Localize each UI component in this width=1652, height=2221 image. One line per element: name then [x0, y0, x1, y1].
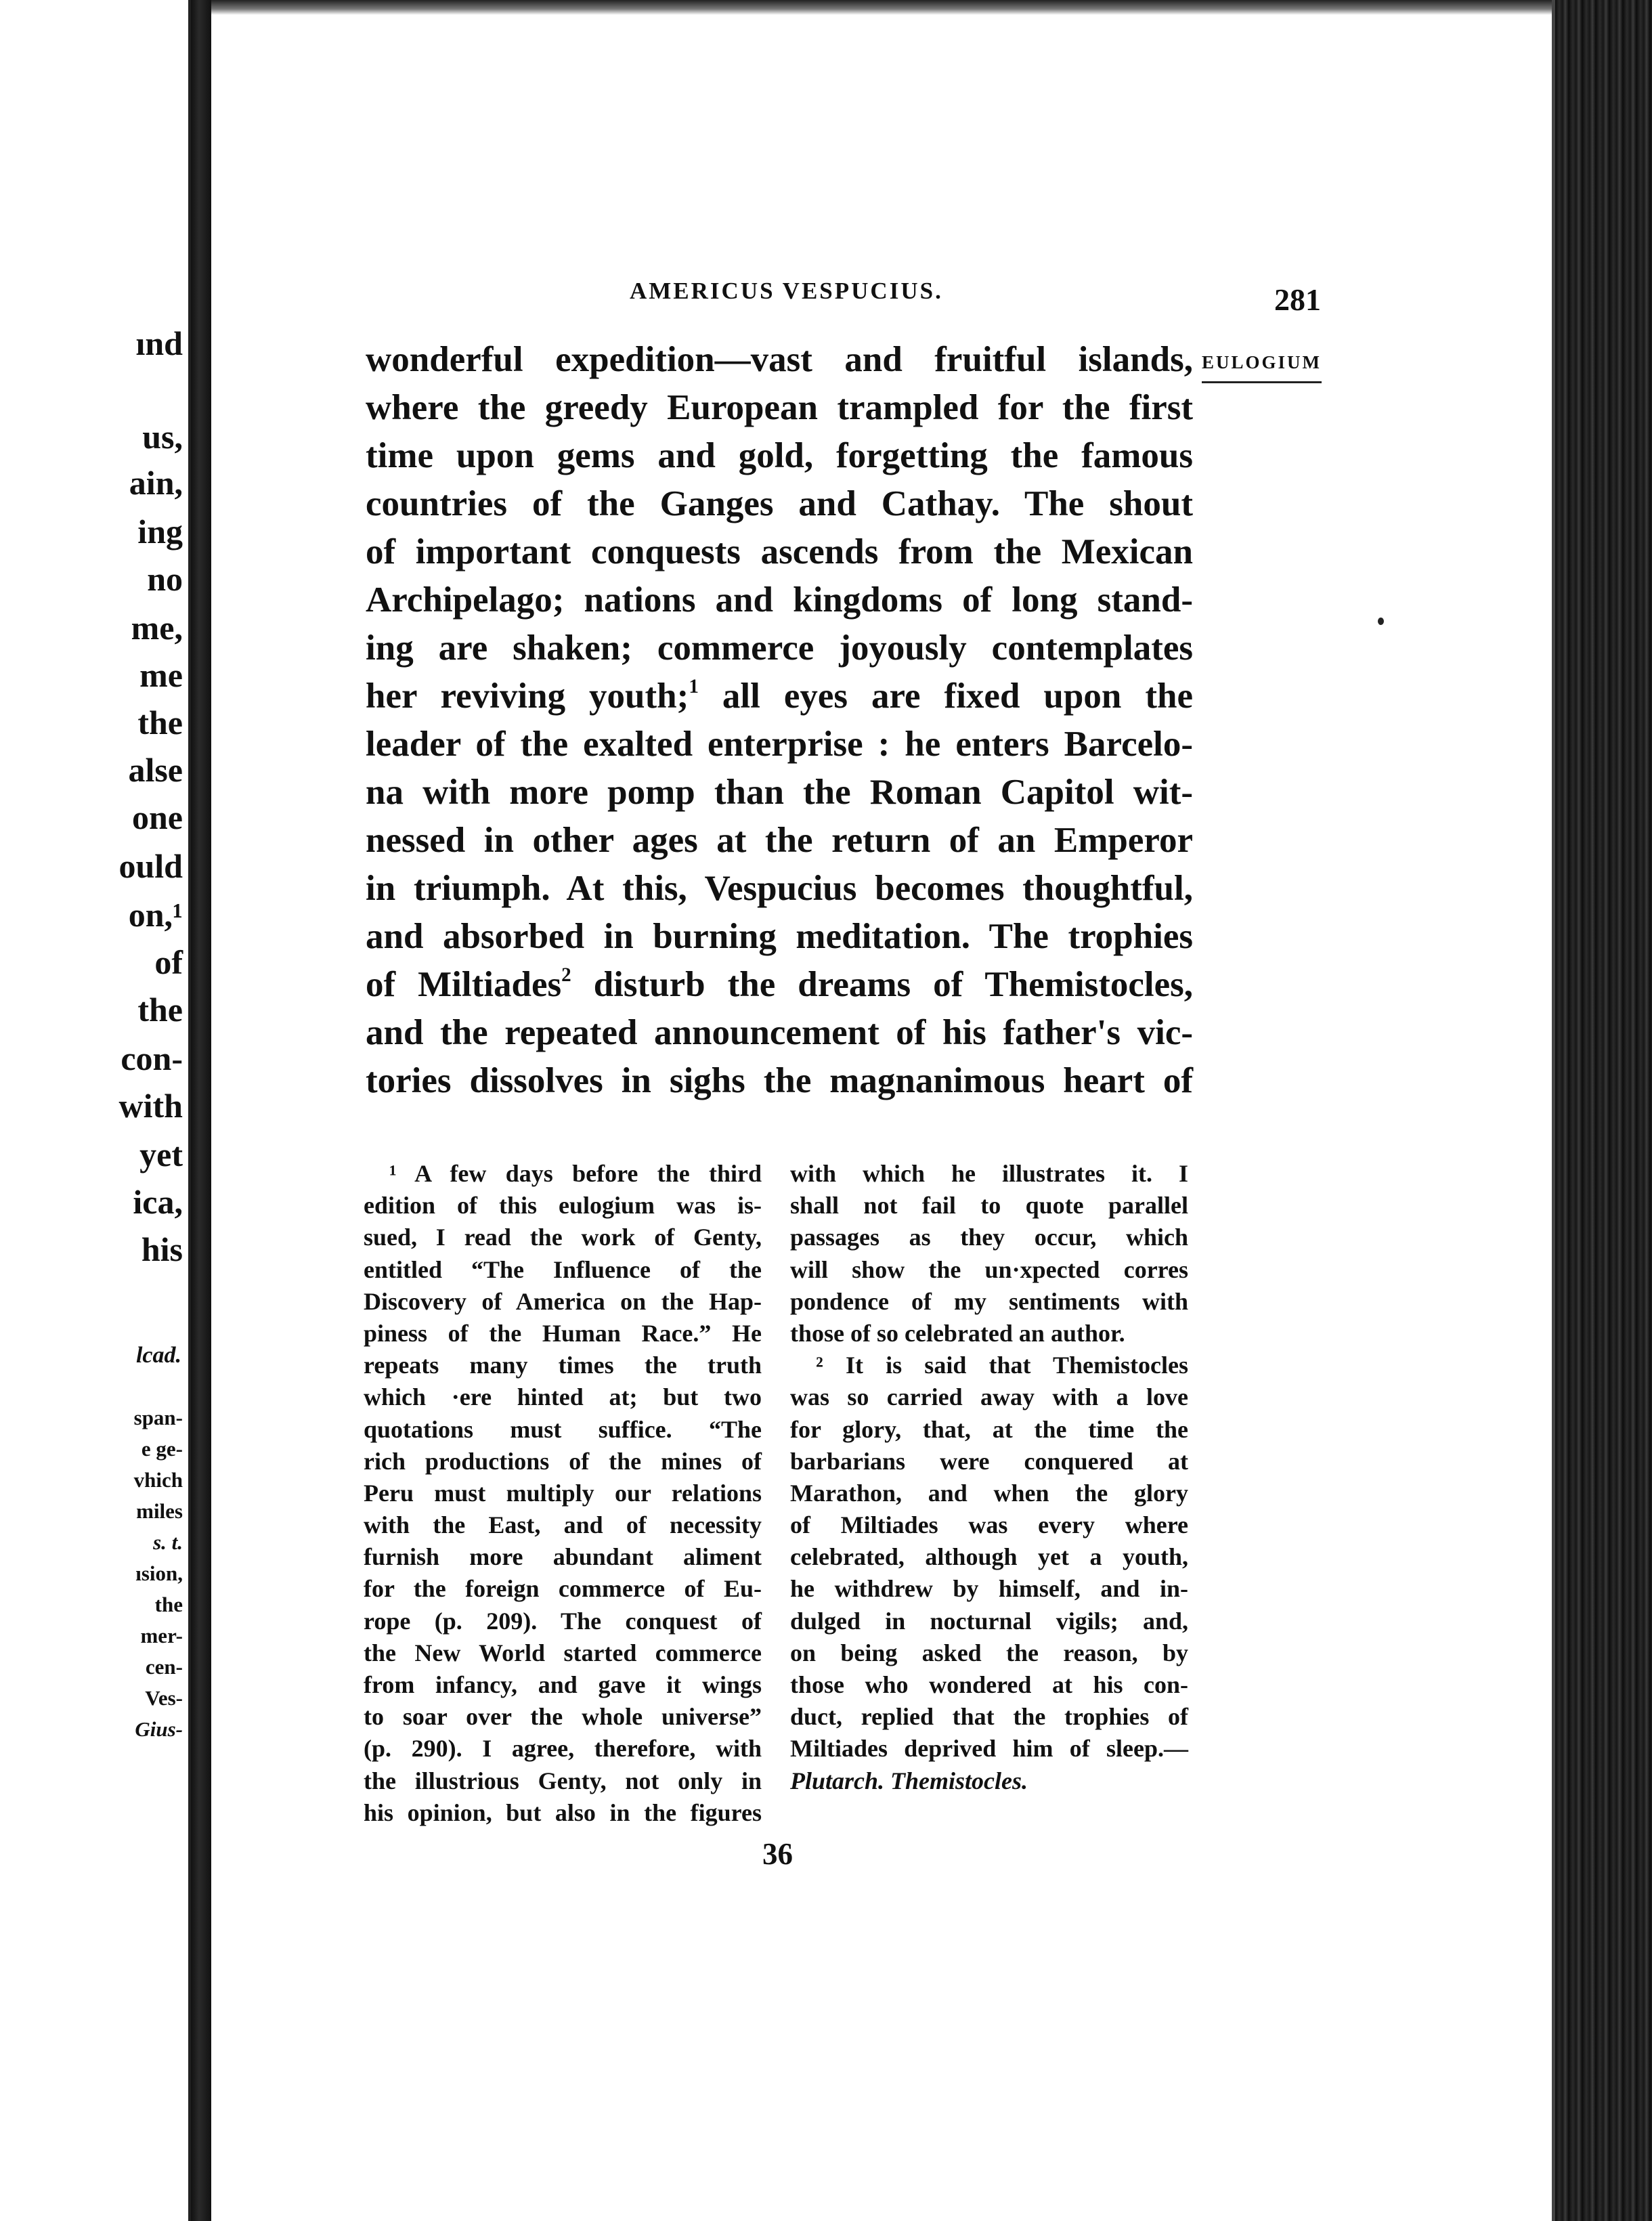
footnote-line: entitled “The Influence of the	[364, 1255, 762, 1283]
footnote-line: was so carried away with a love	[790, 1383, 1188, 1411]
scan-speck	[1378, 618, 1384, 625]
footnote-ref-2: 2	[561, 964, 571, 987]
facing-page-line: of	[154, 943, 183, 981]
footnote-line: with the East, and of necessity	[364, 1511, 762, 1539]
facing-page-line: the	[137, 704, 183, 741]
footnote-line: sued, I read the work of Genty,	[364, 1224, 762, 1251]
facing-page-line: ing	[137, 513, 183, 551]
facing-page-note-line: e ge-	[141, 1437, 183, 1461]
facing-page-note-line: s. t.	[153, 1530, 183, 1554]
facing-page-line: on,¹	[128, 896, 183, 934]
facing-page-line: the	[137, 991, 183, 1029]
body-line-text: her reviving youth;	[366, 676, 689, 716]
footnote-line: celebrated, although yet a youth,	[790, 1543, 1188, 1571]
running-head: AMERICUS VESPUCIUS.	[630, 278, 943, 304]
body-line	[366, 672, 1193, 720]
facing-page-line: yet	[139, 1136, 183, 1173]
footnote-line: for the foreign commerce of Eu-	[364, 1575, 762, 1603]
footnote-line: Marathon, and when the glory	[790, 1479, 1188, 1507]
footnote-line: dulged in nocturnal vigils; and,	[790, 1607, 1188, 1635]
footnote-line: furnish more abundant aliment	[364, 1543, 762, 1571]
facing-page-note-line: the	[154, 1593, 183, 1616]
body-line: where the greedy European trampled for the first	[366, 388, 1193, 427]
body-line: leader of the exalted enterprise : he enters Barcelo-	[366, 725, 1193, 764]
facing-page-line: us,	[142, 418, 183, 456]
footnote-line: with which he illustrates it. I	[790, 1160, 1188, 1187]
footnote-line: his opinion, but also in the figures	[364, 1798, 762, 1826]
body-line: wonderful expedition—vast and fruitful islands,	[366, 340, 1193, 379]
body-line-text: of Miltiades	[366, 965, 562, 1004]
footnote-line: Peru must multiply our relations	[364, 1479, 762, 1507]
footnote-line: for glory, that, at the time the	[790, 1415, 1188, 1443]
footnote-line: from infancy, and gave it wings	[364, 1671, 762, 1698]
body-line: tories dissolves in sighs the magnanimous heart of	[366, 1061, 1193, 1100]
facing-page-note-line: vhich	[133, 1468, 183, 1492]
facing-page-line: with	[118, 1087, 183, 1125]
footnote-line: repeats many times the truth	[364, 1352, 762, 1379]
footnote-ref-1: 1	[689, 676, 699, 698]
footnote-line: Miltiades deprived him of sleep.—	[790, 1735, 1188, 1763]
facing-page-note-line: miles	[136, 1499, 183, 1523]
margin-note: EULOGIUM	[1202, 352, 1322, 383]
footnote-line: barbarians were conquered at	[790, 1447, 1188, 1475]
body-line: nessed in other ages at the return of an Emperor	[366, 821, 1193, 860]
facing-page-note-line: ısion,	[135, 1561, 183, 1585]
body-line-text: all eyes are fixed upon the	[698, 676, 1193, 716]
footnote-line: the New World started commerce	[364, 1639, 762, 1666]
facing-page-line: me	[139, 656, 183, 694]
footnote-line: of Miltiades was every where	[790, 1511, 1188, 1539]
book-fore-edge	[1555, 0, 1652, 2221]
footnote-line: shall not fail to quote parallel	[790, 1192, 1188, 1220]
body-line: ing are shaken; commerce joyously contemplates	[366, 628, 1193, 668]
facing-page-line: ica,	[133, 1183, 183, 1221]
facing-page-line: me,	[131, 609, 183, 647]
facing-page-caption: lcad.	[135, 1343, 181, 1368]
footnote-line: rope (p. 209). The conquest of	[364, 1607, 762, 1635]
body-line: and absorbed in burning meditation. The trophies	[366, 917, 1193, 956]
footnote-line: to soar over the whole universe”	[364, 1703, 762, 1731]
facing-page-note-line: Gius-	[135, 1717, 183, 1741]
facing-page	[0, 0, 191, 2221]
footnote-column-left	[364, 1158, 762, 1829]
body-line: time upon gems and gold, forgetting the famous	[366, 436, 1193, 475]
page-top-edge	[211, 0, 1555, 15]
facing-page-line: alse	[128, 751, 183, 789]
footnote-line: he withdrew by himself, and in-	[790, 1575, 1188, 1603]
footnote-line: rich productions of the mines of	[364, 1447, 762, 1475]
footnote-line: those of so celebrated an author.	[790, 1319, 1125, 1347]
footnote-line: duct, replied that the trophies of	[790, 1703, 1188, 1731]
footnote-line: will show the un·xpected corres	[790, 1255, 1188, 1283]
facing-page-line: one	[132, 798, 183, 836]
facing-page-line: ain,	[129, 464, 183, 502]
footnote-line: the illustrious Genty, not only in	[364, 1767, 762, 1794]
footnote-line: ¹ A few days before the third	[389, 1160, 762, 1187]
body-line: countries of the Ganges and Cathay. The shout	[366, 484, 1193, 523]
body-line	[366, 961, 1193, 1009]
footnote-line: pondence of my sentiments with	[790, 1287, 1188, 1315]
facing-page-note-line: mer-	[140, 1624, 183, 1647]
body-line: and the repeated announcement of his father's vic-	[366, 1013, 1193, 1052]
footnote-line: passages as they occur, which	[790, 1224, 1188, 1251]
footnote-line: edition of this eulogium was is-	[364, 1192, 762, 1220]
footnote-line: Discovery of America on the Hap-	[364, 1287, 762, 1315]
body-line: of important conquests ascends from the Mexican	[366, 532, 1193, 572]
body-line: na with more pomp than the Roman Capitol wit-	[366, 773, 1193, 812]
footnote-line: (p. 290). I agree, therefore, with	[364, 1735, 762, 1763]
footnote-line: quotations must suffice. “The	[364, 1415, 762, 1443]
page-number: 281	[1274, 282, 1321, 317]
footnote-line: ² It is said that Themistocles	[816, 1352, 1188, 1379]
facing-page-line: ınd	[135, 324, 183, 362]
book-gutter	[191, 0, 211, 2221]
footnote-line: piness of the Human Race.” He	[364, 1319, 762, 1347]
footnote-column-right	[790, 1158, 1188, 1797]
footnote-line: which ·ere hinted at; but two	[364, 1383, 762, 1411]
main-page	[211, 0, 1555, 2221]
facing-page-line: no	[147, 560, 183, 598]
facing-page-line: his	[141, 1230, 183, 1268]
body-line: Archipelago; nations and kingdoms of long stand-	[366, 580, 1193, 620]
footnote-line: those who wondered at his con-	[790, 1671, 1188, 1698]
footnote-line: on being asked the reason, by	[790, 1639, 1188, 1666]
facing-page-note-line: span-	[133, 1406, 183, 1429]
footnote-citation: Plutarch. Themistocles.	[790, 1767, 1028, 1794]
body-line: in triumph. At this, Vespucius becomes thoughtful,	[366, 869, 1193, 908]
body-text	[366, 336, 1193, 1105]
facing-page-note-line: cen-	[145, 1655, 183, 1679]
facing-page-line: ould	[118, 847, 183, 885]
signature-mark: 36	[762, 1837, 793, 1871]
facing-page-line: con-	[121, 1039, 183, 1077]
body-line-text: disturb the dreams of Themistocles,	[571, 965, 1193, 1004]
facing-page-note-line: Ves-	[145, 1686, 183, 1710]
